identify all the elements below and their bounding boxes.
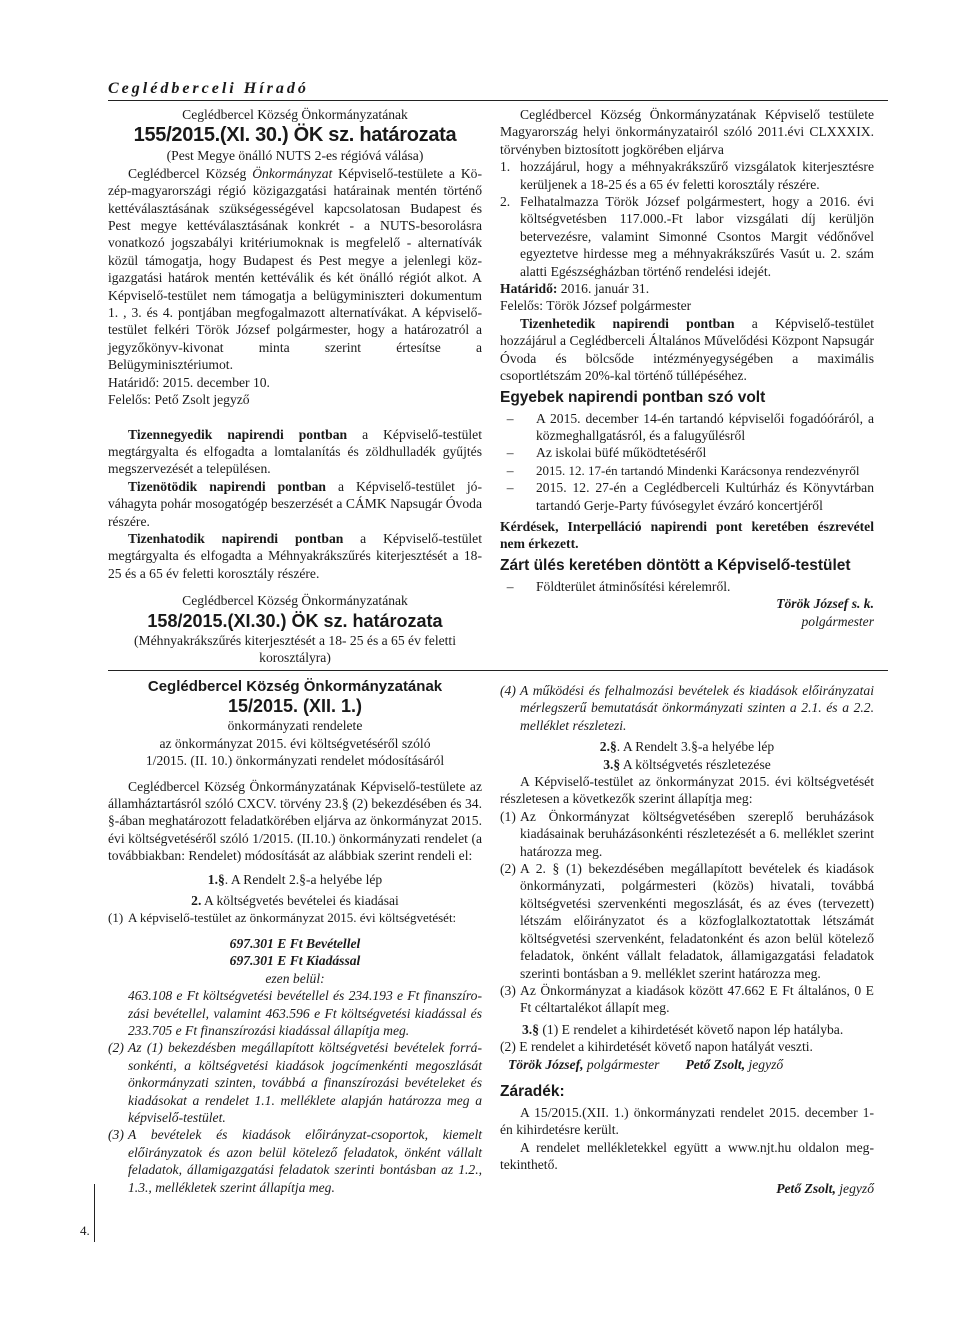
decree-line: önkormányzati rendelete <box>227 718 363 734</box>
agenda-16 <box>108 530 482 582</box>
dash-marker: – <box>500 480 514 496</box>
deadline <box>500 280 874 297</box>
agenda-label: Tizenhetedik napirendi pontban <box>520 315 735 331</box>
section-label: 1.§ <box>207 871 225 887</box>
list-item <box>500 444 874 461</box>
item-text: 2015. 12. 27-én a Ceglédberceli Kultúrház és Könyvtárban tartandó Gerje-Party fúvósegylet évzáró koncertjéről <box>536 480 874 513</box>
responsible <box>500 297 874 314</box>
masthead: Ceglédberceli Híradó <box>108 80 309 97</box>
list-item <box>108 909 482 926</box>
page-number: 4. <box>80 1223 90 1238</box>
resolution-158-subtitle: (Méhnyakrákszűrés kiterjesztését a 18- 25 és a 65 év feletti korosztályra) <box>134 632 456 665</box>
page-number-rule <box>94 1184 95 1242</box>
dash-marker: – <box>500 578 514 594</box>
agenda-text: a Képviselő-testület jóváhagyta pohár mosogatógép beszerzését a CÁMK Napsugár Óvoda részére. <box>108 478 482 529</box>
item-number: (2) <box>500 861 516 877</box>
section-label: 3.§ <box>522 1021 539 1037</box>
item-text: A 2015. december 14-én tartandó képviselői fogadóóráról, a közmeghallgatásról, és a falugyűlésről <box>536 410 874 443</box>
item-text: A 2. § (1) bekezdésében megállapított bevételek és kiadások önkormányzati, polgármesteri (közös) hivatali, továbbá költségvetési szervenkénti megoszlását, és az éves (tervezett) létszám előirányzatot és a közfoglalkoztatottak létszámát költségvetési szervenként, feladatonként és azon belül kötelező feladatok, önként vállalt feladatok, államigazgatási feladatok szerinti bontásban a 9. melléklet szerint határozza meg. <box>520 861 874 981</box>
bottom-left-column <box>108 678 482 1196</box>
deadline-label: Határidő: <box>500 281 558 297</box>
clause-text: A 15/2015.(XII. 1.) önkormányzati rendelet 2015. december 1-én kihirdetésre került. <box>500 1104 874 1138</box>
item-text: Az Önkormányzat költségvetésében szereplő beruházások kiadásainak beruházásonkénti részletezését a 6. melléklet szerint határozza meg. <box>520 808 874 859</box>
item-number: (3) <box>108 1127 124 1143</box>
list-item <box>500 462 874 479</box>
responsible <box>108 391 482 408</box>
section-3 <box>500 756 874 773</box>
section-1 <box>108 871 482 888</box>
text-italic: Önkormányzat <box>252 165 333 181</box>
section-2 <box>500 738 874 755</box>
list-item <box>108 1126 482 1196</box>
header-rule <box>108 100 888 101</box>
resolution-intro: Ceglédbercel Község Önkormányzatának <box>182 107 408 122</box>
resolution-155-subtitle: (Pest Megye önálló NUTS 2-es régióvá válása) <box>166 148 424 164</box>
signature-title: polgármester <box>583 1056 660 1072</box>
agenda-label: Tizennegyedik napirendi pontban <box>128 426 348 442</box>
item-number: (3) <box>500 982 516 998</box>
signature-name: Pető Zsolt, <box>685 1056 746 1072</box>
list-item <box>500 682 874 734</box>
item-number: (4) <box>500 683 516 698</box>
responsible-label: Felelős: <box>108 392 152 408</box>
section-rule <box>108 670 888 671</box>
item-text: Az (1) bekezdésben megállapított költségvetési bevételek forrásonkénti, a költségvetési kiadások jogcímenkénti megoszlását önkormányzati szinten, továbbá a finanszírozási bevételeket és kiadásokat a rendelet 1.1. melléklete alapján határozza meg a képviselő-testület. <box>128 1040 482 1125</box>
item-number: (2) <box>108 1040 124 1056</box>
item-number: (1) <box>500 808 516 824</box>
list-item <box>500 158 874 193</box>
dash-marker: – <box>500 462 514 478</box>
agenda-label: Tizenötödik napirendi pontban <box>128 478 326 494</box>
section-label: 2. <box>191 893 202 909</box>
decree-intro: Ceglédbercel Község Önkormányzatának <box>147 678 443 695</box>
top-left-column <box>108 106 482 666</box>
agenda-text: a Képviselő-testület megtárgyalta és elfogadta a Méhnyakrákszűrés kiterjesztését a 18- 25 és a 65 év feletti korosztály részére. <box>108 530 482 581</box>
signature-title: jegyző <box>745 1056 784 1072</box>
responsible-value: Török József polgármester <box>543 298 692 314</box>
decree-line: 1/2015. (II. 10.) önkormányzati rendelet módosításáról <box>145 753 445 769</box>
list-item <box>500 410 874 445</box>
signature-name: Pető Zsolt, <box>776 1180 836 1196</box>
resolution-intro-2: Ceglédbercel Község Önkormányzatának <box>182 593 408 609</box>
deadline-label: Határidő: <box>108 374 160 390</box>
agenda-15 <box>108 478 482 530</box>
list-item <box>500 860 874 982</box>
agenda-14 <box>108 426 482 478</box>
list-item <box>500 479 874 514</box>
decree-preamble: Ceglédbercel Község Önkormányzatának Képviselő-testülete az államháztartásról szóló CXCV. törvény 23.§ (2) bekezdésében és 34. §-ában meghatározott feladatkörében eljárva az önkormányzat 2015. évi költségvetéséről szóló 1/2015. (II.10.) önkormányzati rendelet (a továbbiakban: Rendelet) módosítását az alábbiak szerint rendeli el: <box>108 778 482 864</box>
item-number: 2. <box>500 194 511 210</box>
item-text: 2015. 12. 17-én tartandó Mindenki Karácsonya rendezvényről <box>536 462 860 478</box>
section-label: 2.§ <box>599 739 617 755</box>
item-text: Földterület átminősítési kérelemről. <box>536 578 731 594</box>
responsible-label: Felelős: <box>500 298 544 314</box>
section-label: 3.§ <box>603 756 621 772</box>
item-text: Az Önkormányzat a kiadások között 47.662 E Ft általános, 0 E Ft céltartalékot állapít meg. <box>520 982 874 1016</box>
list-item <box>500 193 874 280</box>
clause-heading: Záradék: <box>500 1082 565 1100</box>
text: Ceglédbercel Község <box>128 165 253 181</box>
amount-detail: 463.108 e Ft költségvetési bevétellel és 234.193 e Ft finanszírozási bevétellel, valamint 463.596 e Ft költségvetési kiadással és 233.705 e Ft finanszírozási kiadással állapítja meg. <box>128 988 482 1038</box>
agenda-text: a Képviselő-testület megtárgyalta és elfogadta a lomtalanítás és zöldhulladék gyűjtés megszervezését a településen. <box>108 426 482 477</box>
decree-line: az önkormányzat 2015. évi költségvetéséről szóló <box>159 735 431 751</box>
other-topics-heading: Egyebek napirendi pontban szó volt <box>500 388 766 406</box>
questions-note: Kérdések, Interpelláció napirendi pont keretében észrevétel nem érkezett. <box>500 518 874 552</box>
text: Képviselő-testülete a Közép-magyarországi régió közigazgatási határainak mentén történő kettéválasztásának szükségességével kapcsolatosan Budapest és Pest megye kettéválasztásának konkrét - a NUTS-besorolásra vonatkozó jogszabályi kritériumoknak is megfelelő - alternatívák közül támogatja, hogy Budapest és Pest megye a jelenlegi közigazgatási határok mentén kettéválik és két önálló régiót alkot. A Képviselő-testület nem támogatja a belügyminiszteri dokumentum 1. , 3. és 4. pontjában megfogalmazott alternatívákat. A képviselő-testület felkéri Török József polgármester, hogy a határozatról a jegyzőkönyv-kivonat minta szerint értesítse a Belügyminisztériumot. <box>108 165 482 373</box>
item-text: Az iskolai büfé működtetéséről <box>536 445 707 461</box>
closed-session-heading: Zárt ülés keretében döntött a Képviselő-testület <box>500 556 851 574</box>
resolution-155-body <box>108 165 482 374</box>
section-text: (1) E rendelet a kihirdetését követő napon lép hatályba. <box>539 1021 844 1037</box>
signature-name: Török József, <box>508 1056 584 1072</box>
amount-expense: 697.301 E Ft Kiadással <box>229 953 361 969</box>
signature-name: Török József s. k. <box>776 596 874 612</box>
repeal-clause: (2) E rendelet a kihirdetését követő napon hatályát veszti. <box>500 1039 813 1055</box>
decree-number: 15/2015. (XII. 1.) <box>227 696 363 717</box>
section-text: A költségvetés bevételei és kiadásai <box>201 893 399 909</box>
list-item <box>500 982 874 1017</box>
bottom-right-column <box>500 682 874 1197</box>
item-text: A bevételek és kiadások előirányzat-csoportok, kiemelt előirányzatok és azon belül kötelező feladatok, önként vállalt feladatok, államigazgatási feladatok szerinti bontásban az 1.2., 1.3., mellékletek szerint állapítja meg. <box>128 1127 482 1195</box>
budget-detail-intro: A Képviselő-testület az önkormányzat 2015. évi költségvetését részletesen a következők szerint állapítja meg: <box>500 774 874 807</box>
resolution-158-title: 158/2015.(XI.30.) ÖK sz. határozata <box>147 610 443 631</box>
list-item <box>500 578 874 595</box>
section-text: . A Rendelt 3.§-a helyébe lép <box>616 739 775 755</box>
section-text: A költségvetés részletezése <box>620 756 771 772</box>
deadline-value: 2016. január 31. <box>557 281 650 297</box>
deadline-value: 2015. december 10. <box>159 374 270 390</box>
section-2 <box>108 892 482 909</box>
agenda-17 <box>500 315 874 385</box>
signatures <box>500 1056 874 1073</box>
deadline <box>108 374 482 391</box>
amount-revenue: 697.301 E Ft Bevétellel <box>229 935 361 951</box>
dash-marker: – <box>500 410 514 426</box>
agenda-label: Tizenhatodik napirendi pontban <box>128 530 344 546</box>
signature <box>500 1180 874 1197</box>
signature-title: jegyző <box>835 1180 874 1196</box>
item-text: hozzájárul, hogy a méhnyakrákszűrő vizsgálatok kiterjesztésre kerüljenek a 18-25 és a 65 év feletti korosztály részére. <box>520 159 874 192</box>
list-item <box>108 1039 482 1126</box>
signature-title: polgármester <box>801 613 874 629</box>
item-text: A képviselő-testület az önkormányzat 2015. évi költségvetését: <box>128 910 457 926</box>
responsible-value: Pető Zsolt jegyző <box>151 392 250 408</box>
resolution-155-title: 155/2015.(XI. 30.) ÖK sz. határozata <box>133 124 457 147</box>
item-text: A működési és felhalmozási bevételek és kiadások előirányzatai mérlegszerű bemutatását önkormányzati szinten a 2.1. és a 2.2. melléklet részletezi. <box>520 683 874 733</box>
section-text: . A Rendelt 2.§-a helyébe lép <box>224 871 383 887</box>
amount-within: ezen belül: <box>265 970 325 986</box>
item-number: 1. <box>500 159 511 175</box>
resolution-158-body: Ceglédbercel Község Önkormányzatának Képviselő testülete Magyarország helyi önkormányzatairól szóló 2011.évi CLXXXIX. törvényben biztosított jogkörében eljárva <box>500 107 874 157</box>
item-number: (1) <box>108 910 124 926</box>
agenda-text: a Képviselő-testület hozzájárul a Ceglédberceli Általános Művelődési Központ Napsugár Óvoda és bölcsőde intézményegységében a maximális csoportlétszám 20%-kal történő túllépéséhez. <box>500 315 874 384</box>
effective-clause <box>500 1021 874 1038</box>
list-item <box>500 808 874 860</box>
top-right-column <box>500 106 874 630</box>
clause-text: A rendelet mellékletekkel együtt a www.njt.hu oldalon megtekinthető. <box>500 1139 874 1173</box>
item-text: Felhatalmazza Török József polgármestert, hogy a 2016. évi költségvetésben 117.000.-Ft labor vizsgálati díj kerüljön betervezésre, valamint Simonné Csontos Margit védőnővel egyeztetve hirdesse meg a méhnyakrákszűrés Vasút u. 2. szám alatti Egészségházban történő rendelési idejét. <box>520 194 874 279</box>
dash-marker: – <box>500 445 514 461</box>
